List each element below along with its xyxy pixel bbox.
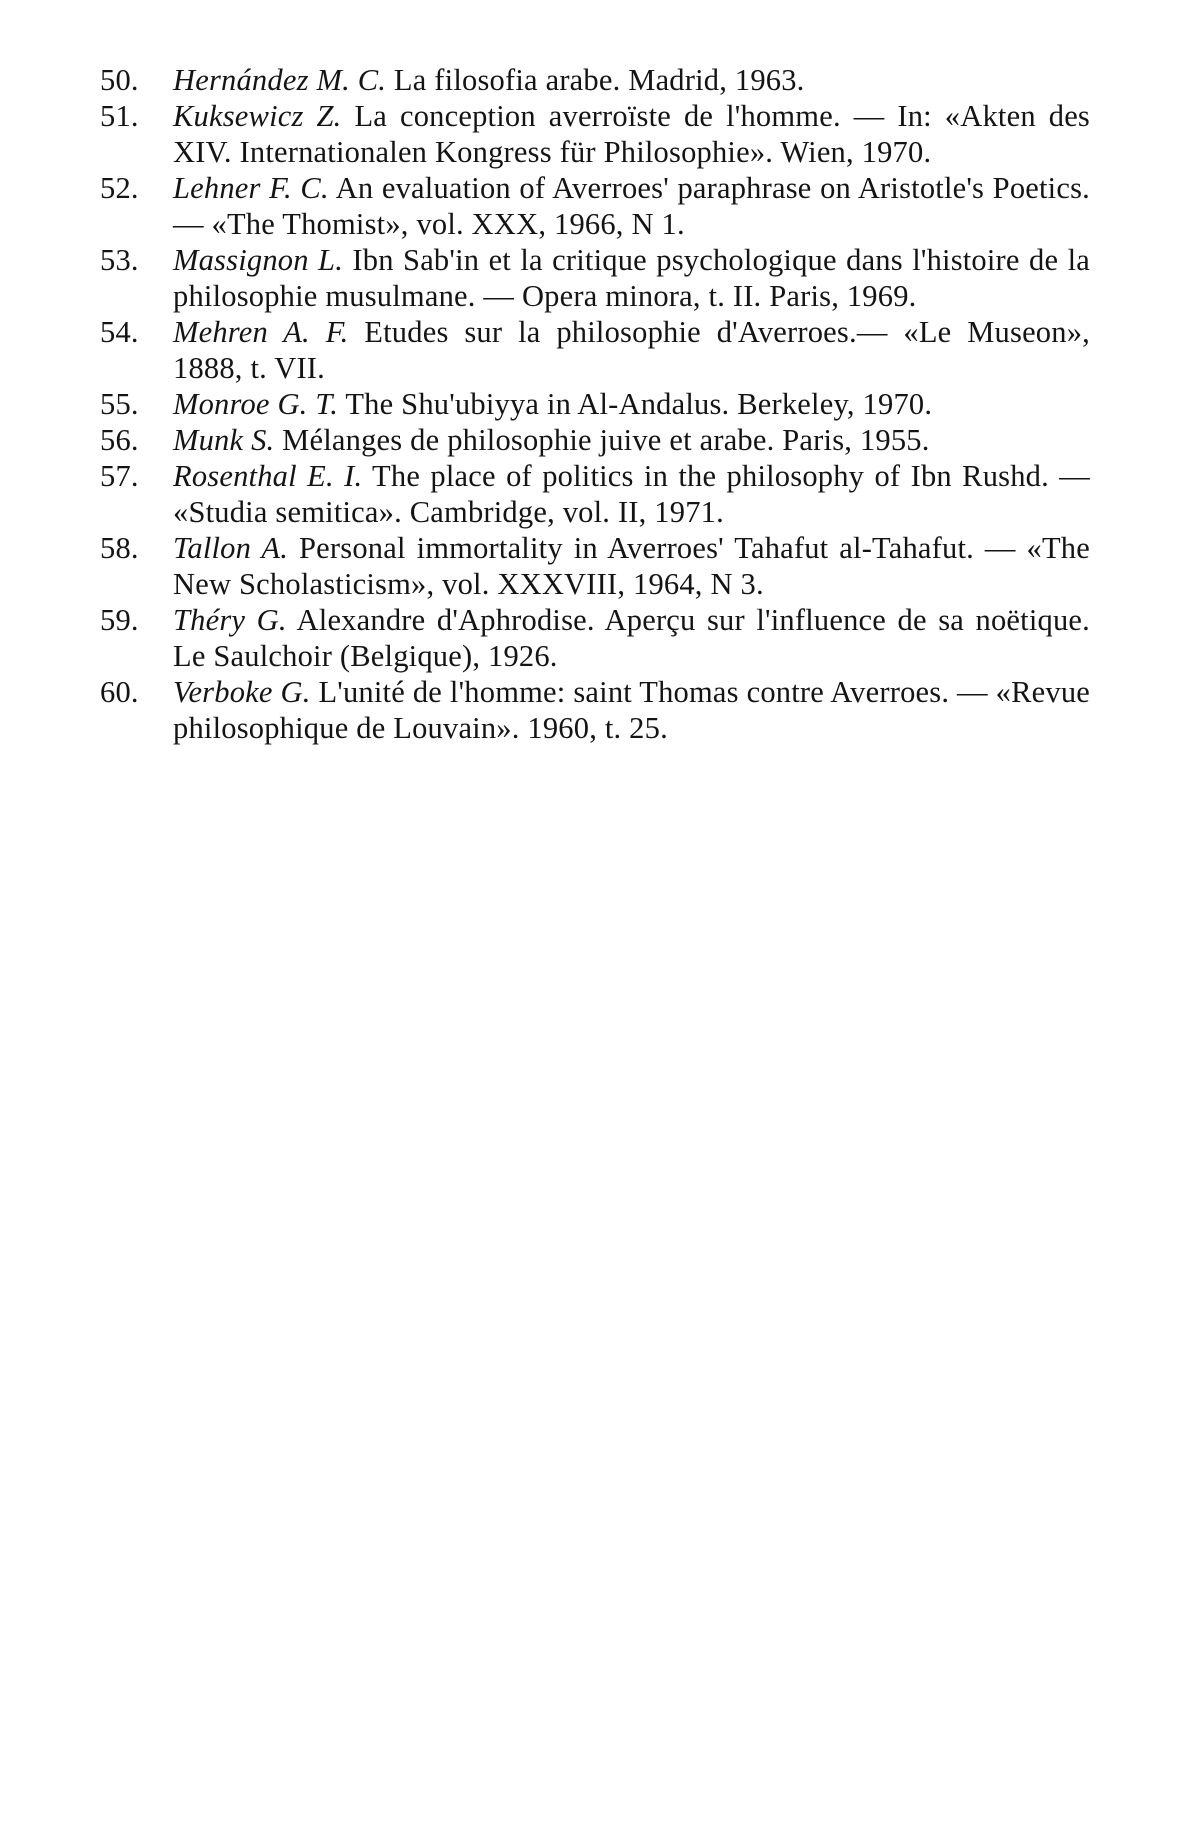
entry-text: The place of politics in the philosophy of Ibn Rushd. — «Studia semitica». Cambridge, vol. II, 1971. [173,459,1090,529]
entry-number: 57. [100,459,139,493]
bibliography-entry-50 [100,62,1090,98]
entry-author: Monroe G. T. [173,387,339,421]
entry-number: 55. [100,387,139,421]
entry-text: Mélanges de philosophie juive et arabe. Paris, 1955. [274,423,930,457]
bibliography-entry-60 [100,674,1090,746]
bibliography-entry-51 [100,98,1090,170]
bibliography-entry-52 [100,170,1090,242]
entry-number: 58. [100,531,139,565]
entry-number: 60. [100,675,139,709]
bibliography-entry-59 [100,602,1090,674]
entry-text: Personal immortality in Averroes' Tahafut al-Tahafut. — «The New Scholasticism», vol. XXXVIII, 1964, N 3. [173,531,1090,601]
entry-author: Kuksewicz Z. [173,99,342,133]
bibliography-entry-56 [100,422,1090,458]
bibliography-entry-54 [100,314,1090,386]
bibliography-entry-55 [100,386,1090,422]
entry-author: Massignon L. [173,243,344,277]
bibliography-entry-58 [100,530,1090,602]
entry-author: Théry G. [173,603,287,637]
entry-author: Munk S. [173,423,275,457]
entry-text: The Shu'ubiyya in Al-Andalus. Berkeley, 1970. [338,387,933,421]
entry-number: 51. [100,99,139,133]
bibliography-list [100,62,1090,746]
entry-number: 56. [100,423,139,457]
entry-text: Ibn Sab'in et la critique psychologique dans l'histoire de la philosophie musulmane. — Opera minora, t. II. Paris, 1969. [173,243,1090,313]
entry-number: 52. [100,171,139,205]
entry-text: La conception averroïste de l'homme. — In: «Akten des XIV. Internationalen Kongress für Philosophie». Wien, 1970. [173,99,1091,169]
bibliography-entry-53 [100,242,1090,314]
entry-text: Etudes sur la philosophie d'Averroes.— «Le Museon», 1888, t. VII. [173,315,1090,385]
entry-author: Rosenthal E. I. [173,459,363,493]
entry-number: 53. [100,243,139,277]
entry-text: An evaluation of Averroes' paraphrase on Aristotle's Poetics. — «The Thomist», vol. XXX, 1966, N 1. [173,171,1090,241]
entry-author: Hernández M. C. [173,63,387,97]
entry-text: Alexandre d'Aphrodise. Aperçu sur l'influence de sa noëtique. Le Saulchoir (Belgique), 1926. [173,603,1090,673]
bibliography-entry-57 [100,458,1090,530]
entry-number: 54. [100,315,139,349]
entry-author: Tallon A. [173,531,289,565]
entry-text: L'unité de l'homme: saint Thomas contre Averroes. — «Revue philosophique de Louvain». 1960, t. 25. [173,675,1091,745]
entry-author: Verboke G. [173,675,311,709]
entry-author: Lehner F. C. [173,171,329,205]
entry-author: Mehren A. F. [173,315,349,349]
entry-text: La filosofia arabe. Madrid, 1963. [386,63,805,97]
entry-number: 50. [100,63,139,97]
entry-number: 59. [100,603,139,637]
